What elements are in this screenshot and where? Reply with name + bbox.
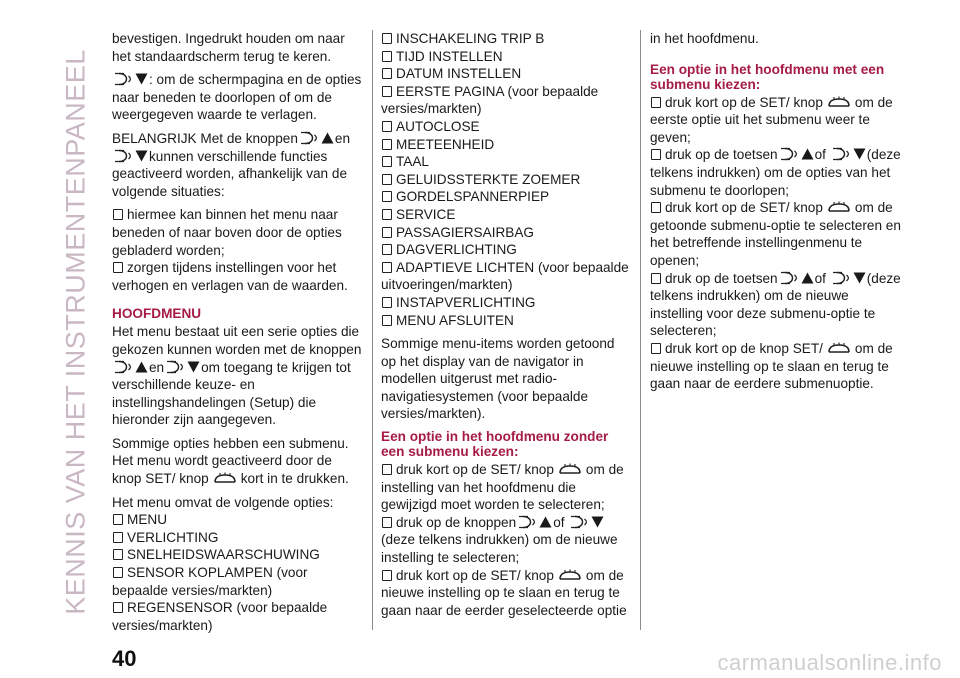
menu-option-label: DATUM INSTELLEN — [396, 66, 522, 82]
knob-icon — [827, 95, 851, 107]
checkbox-icon — [382, 517, 392, 528]
text: kort in te drukken. — [240, 471, 349, 487]
column-divider-1 — [372, 30, 373, 630]
menu-option — [381, 48, 633, 66]
menu-option — [381, 312, 633, 330]
checkbox-icon — [382, 262, 392, 273]
paragraph-main-menu — [112, 323, 362, 429]
dial-icon — [113, 149, 133, 163]
menu-option — [112, 529, 362, 547]
checkbox-icon — [382, 297, 392, 308]
text: om toegang te krijgen tot verschillende keuze- en instellingshandelingen (Setup) die hieronder zijn aangegeven. — [112, 359, 351, 428]
menu-option — [381, 65, 633, 83]
checkbox-icon — [382, 33, 392, 44]
text: kunnen verschillende functies geactiveerd worden, afhankelijk van de volgende situaties: — [112, 148, 348, 199]
text: en — [149, 359, 165, 375]
checkbox-icon — [113, 262, 123, 273]
checkbox-icon — [382, 121, 392, 132]
section-heading: HOOFDMENU — [112, 306, 202, 322]
text: druk op de toetsen — [665, 147, 778, 163]
menu-option — [112, 511, 362, 529]
section-heading: Een optie in het hoofdmenu zonder een submenu kiezen: — [381, 429, 609, 460]
menu-option-label: MENU AFSLUITEN — [396, 312, 514, 328]
menu-option — [112, 546, 362, 564]
paragraph-submenu — [112, 435, 362, 488]
menu-options-list — [381, 30, 633, 329]
dial-icon — [831, 271, 851, 285]
menu-option — [381, 241, 633, 259]
text: zorgen tijdens instellingen voor het verhogen en verlagen van de waarden. — [112, 260, 348, 293]
checkbox-icon — [382, 68, 392, 79]
menu-option-label: VERLICHTING — [127, 529, 219, 545]
checkbox-icon — [113, 549, 123, 560]
triangle-down-icon — [135, 149, 148, 161]
step-item — [650, 199, 902, 269]
checkbox-icon — [382, 244, 392, 255]
checkbox-icon — [113, 209, 123, 220]
menu-option — [381, 153, 633, 171]
menu-option-label: MENU — [127, 512, 168, 528]
menu-options-list — [112, 511, 362, 634]
dial-icon — [779, 271, 799, 285]
step-item — [381, 461, 633, 514]
bullet-item — [112, 206, 362, 259]
text: om de getoonde submenu-optie te selecteren en het betreffende instellingenmenu te openen; — [650, 200, 901, 268]
menu-option-label: SERVICE — [396, 206, 456, 222]
column-3 — [650, 30, 902, 393]
menu-option — [381, 83, 633, 118]
triangle-up-icon — [321, 131, 334, 143]
checkbox-icon — [113, 514, 123, 525]
paragraph-important — [112, 130, 362, 200]
checkbox-icon — [382, 464, 392, 475]
menu-option-label: INSTAPVERLICHTING — [396, 294, 536, 310]
menu-option-label: SNELHEIDSWAARSCHUWING — [127, 547, 320, 563]
triangle-down-icon — [135, 72, 148, 84]
menu-option — [381, 206, 633, 224]
triangle-down-icon — [853, 147, 866, 159]
menu-option-label: INSCHAKELING TRIP B — [396, 31, 545, 46]
checkbox-icon — [382, 156, 392, 167]
menu-option-label: ADAPTIEVE LICHTEN (voor bepaalde uitvoeringen/markten) — [381, 259, 629, 293]
text: of — [814, 270, 826, 286]
knob-icon — [827, 341, 851, 353]
watermark: carmanualsonline.info — [717, 650, 942, 675]
step-item — [650, 270, 902, 340]
text: druk kort op de knop SET/ — [665, 340, 823, 356]
knob-icon — [558, 462, 582, 474]
triangle-up-icon — [801, 271, 814, 283]
menu-option-label: DAGVERLICHTING — [396, 242, 517, 258]
menu-option — [112, 564, 362, 599]
menu-option-label: AUTOCLOSE — [396, 118, 480, 134]
text: om de nieuwe instelling op te slaan en terug te gaan naar de eerdere submenuoptie. — [650, 340, 893, 392]
knob-icon — [827, 200, 851, 212]
bullet-item — [112, 259, 362, 294]
step-item — [650, 340, 902, 393]
menu-option-label: SENSOR KOPLAMPEN (voor bepaalde versies/markten) — [112, 565, 308, 598]
menu-option — [112, 599, 362, 634]
paragraph: bevestigen. Ingedrukt houden om naar het standaardscherm terug te keren. — [112, 31, 345, 64]
text: Sommige opties hebben een submenu. Het menu wordt geactiveerd door de knop SET/ knop — [112, 435, 349, 487]
dial-icon — [779, 147, 799, 161]
dial-icon — [517, 515, 537, 529]
menu-option-label: GELUIDSSTERKTE ZOEMER — [396, 171, 581, 187]
checkbox-icon — [382, 139, 392, 150]
side-title-text: KENNIS VAN HET INSTRUMENTENPANEEL — [60, 49, 91, 615]
text: (deze telkens indrukken) om de opties van het submenu te doorlopen; — [650, 147, 901, 198]
menu-option — [381, 171, 633, 189]
menu-option — [381, 294, 633, 312]
menu-option-label: REGENSENSOR (voor bepaalde versies/markten) — [112, 600, 328, 633]
checkbox-icon — [382, 86, 392, 97]
checkbox-icon — [651, 202, 661, 213]
text: om de nieuwe instelling op te slaan en terug te gaan naar de eerder geselecteerde optie — [381, 567, 627, 618]
checkbox-icon — [651, 97, 661, 108]
checkbox-icon — [382, 209, 392, 220]
section-heading: Een optie in het hoofdmenu met een submenu kiezen: — [650, 61, 885, 92]
triangle-down-icon — [591, 515, 604, 527]
checkbox-icon — [382, 227, 392, 238]
text: om de instelling van het hoofdmenu die gewijzigd moet worden te selecteren; — [381, 462, 624, 513]
triangle-down-icon — [853, 271, 866, 283]
menu-option — [381, 118, 633, 136]
column-2 — [381, 30, 633, 619]
checkbox-icon — [651, 273, 661, 284]
step-item — [650, 94, 902, 147]
step-item — [381, 567, 633, 620]
dial-icon — [113, 360, 133, 374]
checkbox-icon — [113, 567, 123, 578]
column-divider-2 — [640, 30, 641, 630]
text: BELANGRIJK Met de knoppen — [112, 130, 298, 146]
menu-option — [381, 188, 633, 206]
paragraph: Het menu omvat de volgende opties: — [112, 494, 334, 510]
text: druk kort op de SET/ knop — [665, 94, 823, 110]
page-number: 40 — [112, 646, 137, 671]
knob-icon — [213, 471, 237, 483]
menu-option-label: GORDELSPANNERPIEP — [396, 189, 550, 205]
text: : om de schermpagina en de opties naar beneden te doorlopen of om de weergegeven waarde te verlagen. — [112, 72, 362, 123]
triangle-down-icon — [187, 360, 200, 372]
checkbox-icon — [113, 532, 123, 543]
menu-option-label: MEETEENHEID — [396, 136, 495, 152]
menu-option — [381, 224, 633, 242]
triangle-up-icon — [135, 360, 148, 372]
step-item — [381, 514, 633, 567]
text: om de eerste optie uit het submenu weer te geven; — [650, 94, 893, 145]
menu-option-label: PASSAGIERSAIRBAG — [396, 224, 534, 240]
triangle-up-icon — [539, 515, 552, 527]
side-section-title — [56, 22, 96, 642]
checkbox-icon — [382, 51, 392, 62]
column-1 — [112, 30, 362, 634]
dial-icon — [299, 131, 319, 145]
text: en — [334, 130, 351, 146]
checkbox-icon — [382, 315, 392, 326]
dial-icon — [831, 147, 851, 161]
dial-icon — [165, 360, 185, 374]
text: druk kort op de SET/ knop — [396, 567, 554, 583]
menu-option — [381, 136, 633, 154]
text: druk op de toetsen — [665, 270, 778, 286]
dial-icon — [113, 72, 133, 86]
menu-option — [381, 259, 633, 294]
text: Het menu bestaat uit een serie opties die gekozen kunnen worden met de knoppen — [112, 324, 362, 357]
dial-icon — [569, 515, 589, 529]
menu-option-label: TIJD INSTELLEN — [396, 48, 503, 64]
text: of — [814, 147, 826, 163]
menu-option — [381, 30, 633, 48]
checkbox-icon — [382, 570, 392, 581]
paragraph: in het hoofdmenu. — [650, 31, 759, 46]
triangle-up-icon — [801, 147, 814, 159]
text: (deze telkens indrukken) om de nieuwe instelling te selecteren; — [381, 532, 618, 566]
text: (deze telkens indrukken) om de nieuwe instelling voor deze submenu-optie te selecteren; — [650, 270, 901, 339]
step-item — [650, 146, 902, 199]
paragraph: Sommige menu-items worden getoond op het display van de navigator in modellen uitgerust met radio-navigatiesystemen (voor bepaalde versies/markten). — [381, 336, 615, 422]
checkbox-icon — [651, 343, 661, 354]
checkbox-icon — [382, 191, 392, 202]
text: druk op de knoppen — [396, 514, 517, 530]
text: hiermee kan binnen het menu naar beneden of naar boven door de opties gebladerd worden; — [112, 207, 342, 258]
checkbox-icon — [651, 149, 661, 160]
paragraph-down-button — [112, 71, 362, 124]
text: druk kort op de SET/ knop — [665, 200, 823, 216]
text: of — [553, 514, 565, 530]
menu-option-label: EERSTE PAGINA (voor bepaalde versies/markten) — [381, 83, 599, 117]
knob-icon — [558, 568, 582, 580]
text: druk kort op de SET/ knop — [396, 462, 554, 478]
checkbox-icon — [113, 602, 123, 613]
menu-option-label: TAAL — [396, 154, 429, 170]
checkbox-icon — [382, 174, 392, 185]
